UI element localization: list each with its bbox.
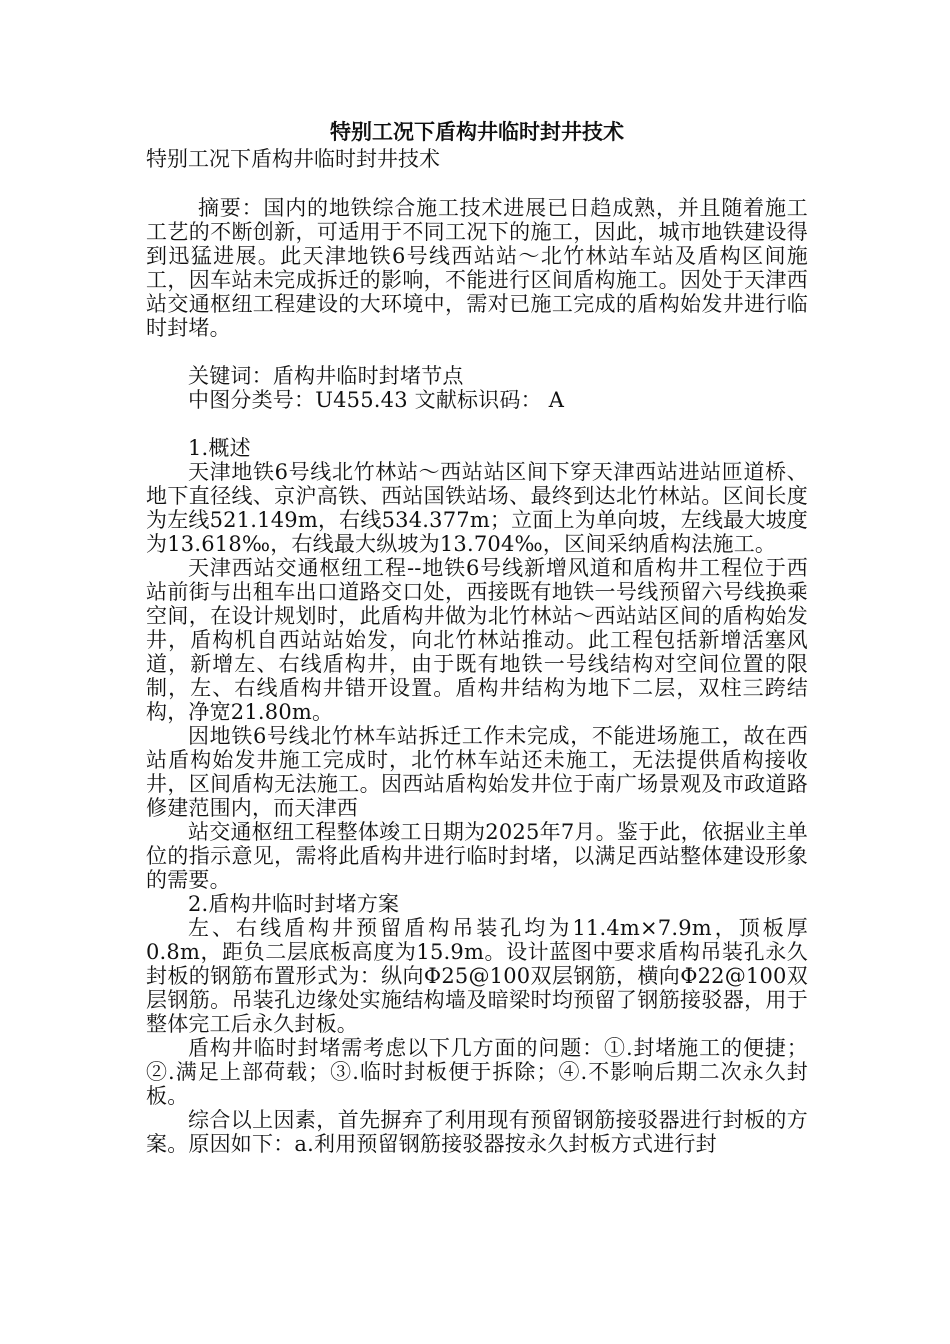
classification-line: 中图分类号：U455.43 文献标识码： A (188, 388, 565, 412)
paragraph-overview-3: 因地铁6号线北竹林车站拆迁工作未完成，不能进场施工，故在西站盾构始发井施工完成时，北竹林车站还未施工，无法提供盾构接收井，区间盾构无法施工。因西站盾构始发井位于南广场景观及市政道路修建范围内，而天津西 (146, 724, 808, 820)
document-body (146, 118, 808, 1156)
paragraph-plan-1: 左、右线盾构井预留盾构吊装孔均为11.4m×7.9m，顶板厚0.8m，距负二层底板高度为15.9m。设计蓝图中要求盾构吊装孔永久封板的钢筋布置形式为：纵向Φ25@100双层钢筋，横向Φ22@100双层钢筋。吊装孔边缘处实施结构墙及暗梁时均预留了钢筋接驳器，用于整体完工后永久封板。 (146, 916, 808, 1036)
spacer (146, 340, 808, 364)
spacer (146, 412, 808, 436)
paragraph-plan-3: 综合以上因素，首先摒弃了利用现有预留钢筋接驳器进行封板的方案。原因如下：a.利用预留钢筋接驳器按永久封板方式进行封 (146, 1108, 808, 1156)
paragraph-overview-4: 站交通枢纽工程整体竣工日期为2025年7月。鉴于此，依据业主单位的指示意见，需将此盾构井进行临时封堵，以满足西站整体建设形象的需要。 (146, 820, 808, 892)
paragraph-plan-2: 盾构井临时封堵需考虑以下几方面的问题：①.封堵施工的便捷；②.满足上部荷载；③.临时封板便于拆除；④.不影响后期二次永久封板。 (146, 1036, 808, 1108)
document-title: 特别工况下盾构井临时封井技术 (330, 120, 624, 144)
keywords-line: 关键词：盾构井临时封堵节点 (188, 364, 464, 388)
paragraph-overview-2: 天津西站交通枢纽工程--地铁6号线新增风道和盾构井工程位于西站前街与出租车出口道路交口处，西接既有地铁一号线预留六号线换乘空间，在设计规划时，此盾构井做为北竹林站～西站站区间的盾构始发井，盾构机自西站站始发，向北竹林站推动。此工程包括新增活塞风道，新增左、右线盾构井，由于既有地铁一号线结构对空间位置的限制，左、右线盾构井错开设置。盾构井结构为地下二层，双柱三跨结构，净宽21.80m。 (146, 556, 808, 724)
section-1-heading: 1.概述 (188, 436, 251, 460)
paragraph-overview-1: 天津地铁6号线北竹林站～西站站区间下穿天津西站进站匝道桥、地下直径线、京沪高铁、西站国铁站场、最终到达北竹林站。区间长度为左线521.149m，右线534.377m；立面上为单向坡，左线最大坡度为13.618‰，右线最大纵坡为13.704‰，区间采纳盾构法施工。 (146, 460, 808, 556)
document-subtitle: 特别工况下盾构井临时封井技术 (146, 147, 440, 171)
section-2-heading: 2.盾构井临时封堵方案 (188, 892, 400, 916)
abstract-paragraph: 摘要：国内的地铁综合施工技术进展已日趋成熟，并且随着施工工艺的不断创新，可适用于不同工况下的施工，因此，城市地铁建设得到迅猛进展。此天津地铁6号线西站站～北竹林站车站及盾构区间施工，因车站未完成拆迁的影响，不能进行区间盾构施工。因处于天津西站交通枢纽工程建设的大环境中，需对已施工完成的盾构始发井进行临时封堵。 (146, 196, 808, 340)
